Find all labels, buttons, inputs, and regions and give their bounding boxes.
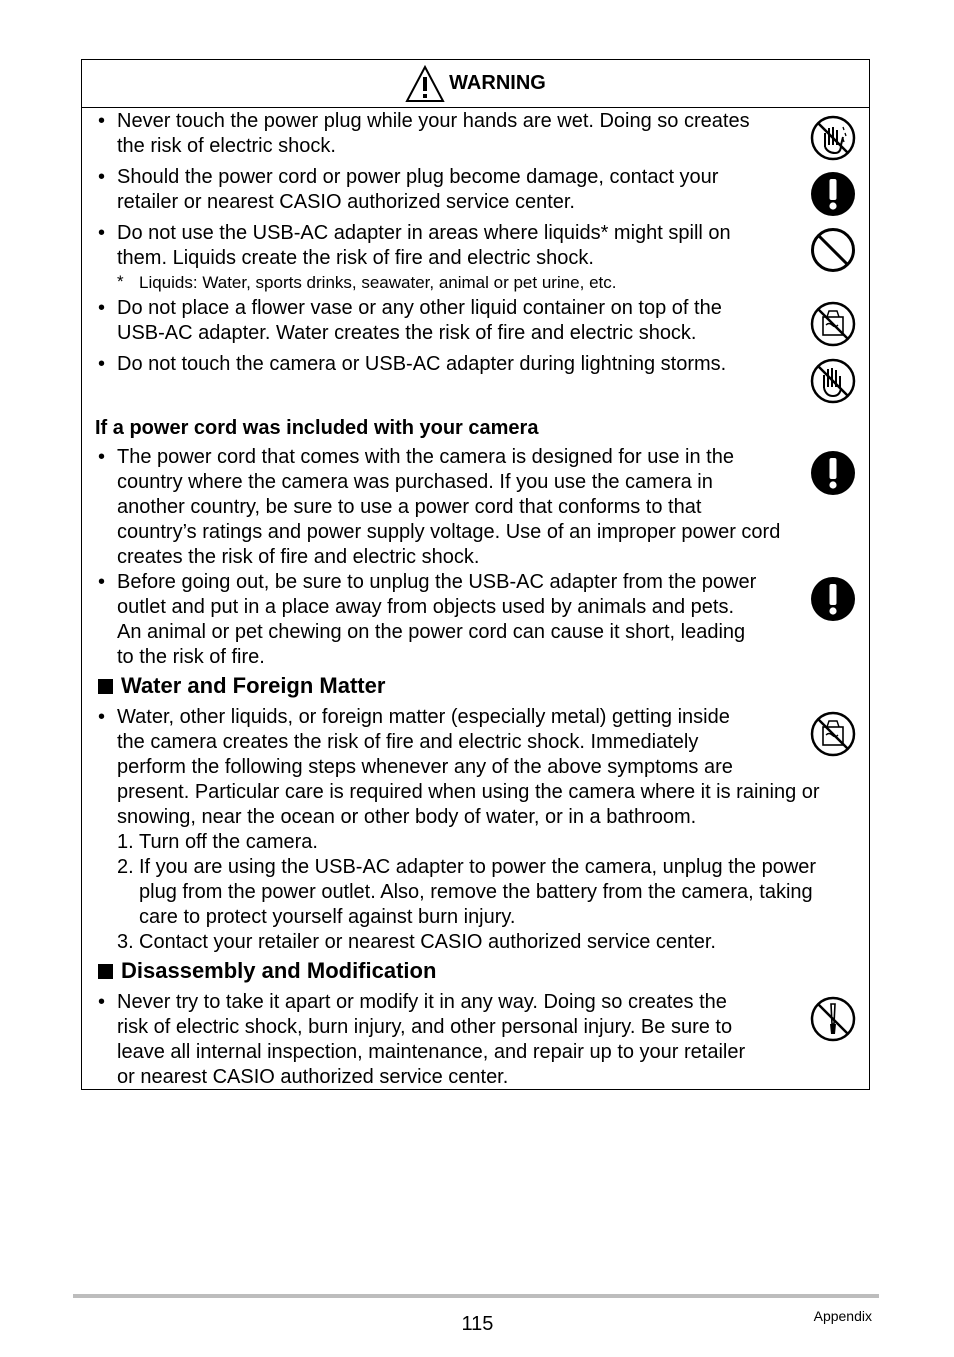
step-number: 1.: [117, 831, 134, 853]
no-wet-hands-icon: [810, 115, 856, 161]
bullet: •: [98, 991, 106, 1013]
power-cord-heading: If a power cord was included with your camera: [95, 417, 539, 439]
footnote-text: Liquids: Water, sports drinks, seawater, animal or pet urine, etc.: [139, 273, 617, 292]
warning-item-2-text: Should the power cord or power plug become damage, contact your retailer or nearest CASIO authorized service center.: [117, 166, 719, 213]
section-name: Appendix: [813, 1308, 872, 1324]
bullet: •: [98, 166, 106, 188]
no-liquids-icon: [810, 711, 856, 757]
warning-item-5-text: Do not touch the camera or USB-AC adapter during lightning storms.: [117, 353, 727, 375]
bullet: •: [98, 446, 106, 468]
do-not-touch-icon: [810, 358, 856, 404]
bullet: •: [98, 706, 106, 728]
step-1-text: Turn off the camera.: [139, 831, 318, 853]
mandatory-action-icon: [810, 450, 856, 496]
warning-header: [82, 60, 869, 108]
warning-item-3-text: Do not use the USB-AC adapter in areas where liquids* might spill on them. Liquids create the risk of fire and electric shock.: [117, 222, 731, 269]
bullet: •: [98, 110, 106, 132]
bullet: •: [98, 353, 106, 375]
bullet: •: [98, 222, 106, 244]
warning-title: WARNING: [449, 72, 546, 94]
page-number: 115: [461, 1313, 494, 1335]
step-2-text: If you are using the USB-AC adapter to power the camera, unplug the power plug from the power outlet. Also, remove the battery from the camera, taking care to protect yourself against burn injury.: [139, 856, 817, 928]
section-square-icon: [98, 679, 113, 694]
warning-item-1-text: Never touch the power plug while your hands are wet. Doing so creates the risk of electric shock.: [117, 110, 750, 157]
mandatory-action-icon: [810, 576, 856, 622]
power-cord-item-2-text: Before going out, be sure to unplug the USB-AC adapter from the power outlet and put in a place away from objects used by animals and pets. An animal or pet chewing on the power cord can cause it short, leading to the risk of fire.: [117, 571, 757, 668]
disassembly-heading: Disassembly and Modification: [98, 957, 436, 985]
water-intro-text: Water, other liquids, or foreign matter (especially metal) getting inside the camera creates the risk of fire and electric shock. Immediately perform the following steps whenever any of the above symptoms are present. Particular care is required when using the camera where it is raining or snowing, near the ocean or other body of water, or in a bathroom.: [117, 706, 820, 828]
step-number: 3.: [117, 931, 134, 953]
warning-item-4-text: Do not place a flower vase or any other liquid container on top of the USB-AC adapter. Water creates the risk of fire and electric shock.: [117, 297, 722, 344]
step-3-text: Contact your retailer or nearest CASIO authorized service center.: [139, 931, 716, 953]
step-number: 2.: [117, 856, 134, 878]
mandatory-action-icon: [810, 171, 856, 217]
no-liquids-icon: [810, 301, 856, 347]
bullet: •: [98, 571, 106, 593]
prohibition-icon: [810, 227, 856, 273]
bullet: •: [98, 297, 106, 319]
section-square-icon: [98, 964, 113, 979]
water-heading: Water and Foreign Matter: [98, 672, 385, 700]
power-cord-item-1-text: The power cord that comes with the camera is designed for use in the country where the camera was purchased. If you use the camera in another country, be sure to use a power cord that conforms to that country’s ratings and power supply voltage. Use of an improper power cord creates the risk of fire and electric shock.: [117, 446, 781, 568]
warning-triangle-icon: [405, 65, 445, 103]
footer-rule: [73, 1294, 879, 1298]
disassembly-text: Never try to take it apart or modify it in any way. Doing so creates the risk of electric shock, burn injury, and other personal injury. Be sure to leave all internal inspection, maintenance, and repair up to your retailer or nearest CASIO authorized service center.: [117, 991, 746, 1088]
no-disassembly-icon: [810, 996, 856, 1042]
footnote-mark: *: [117, 272, 124, 291]
